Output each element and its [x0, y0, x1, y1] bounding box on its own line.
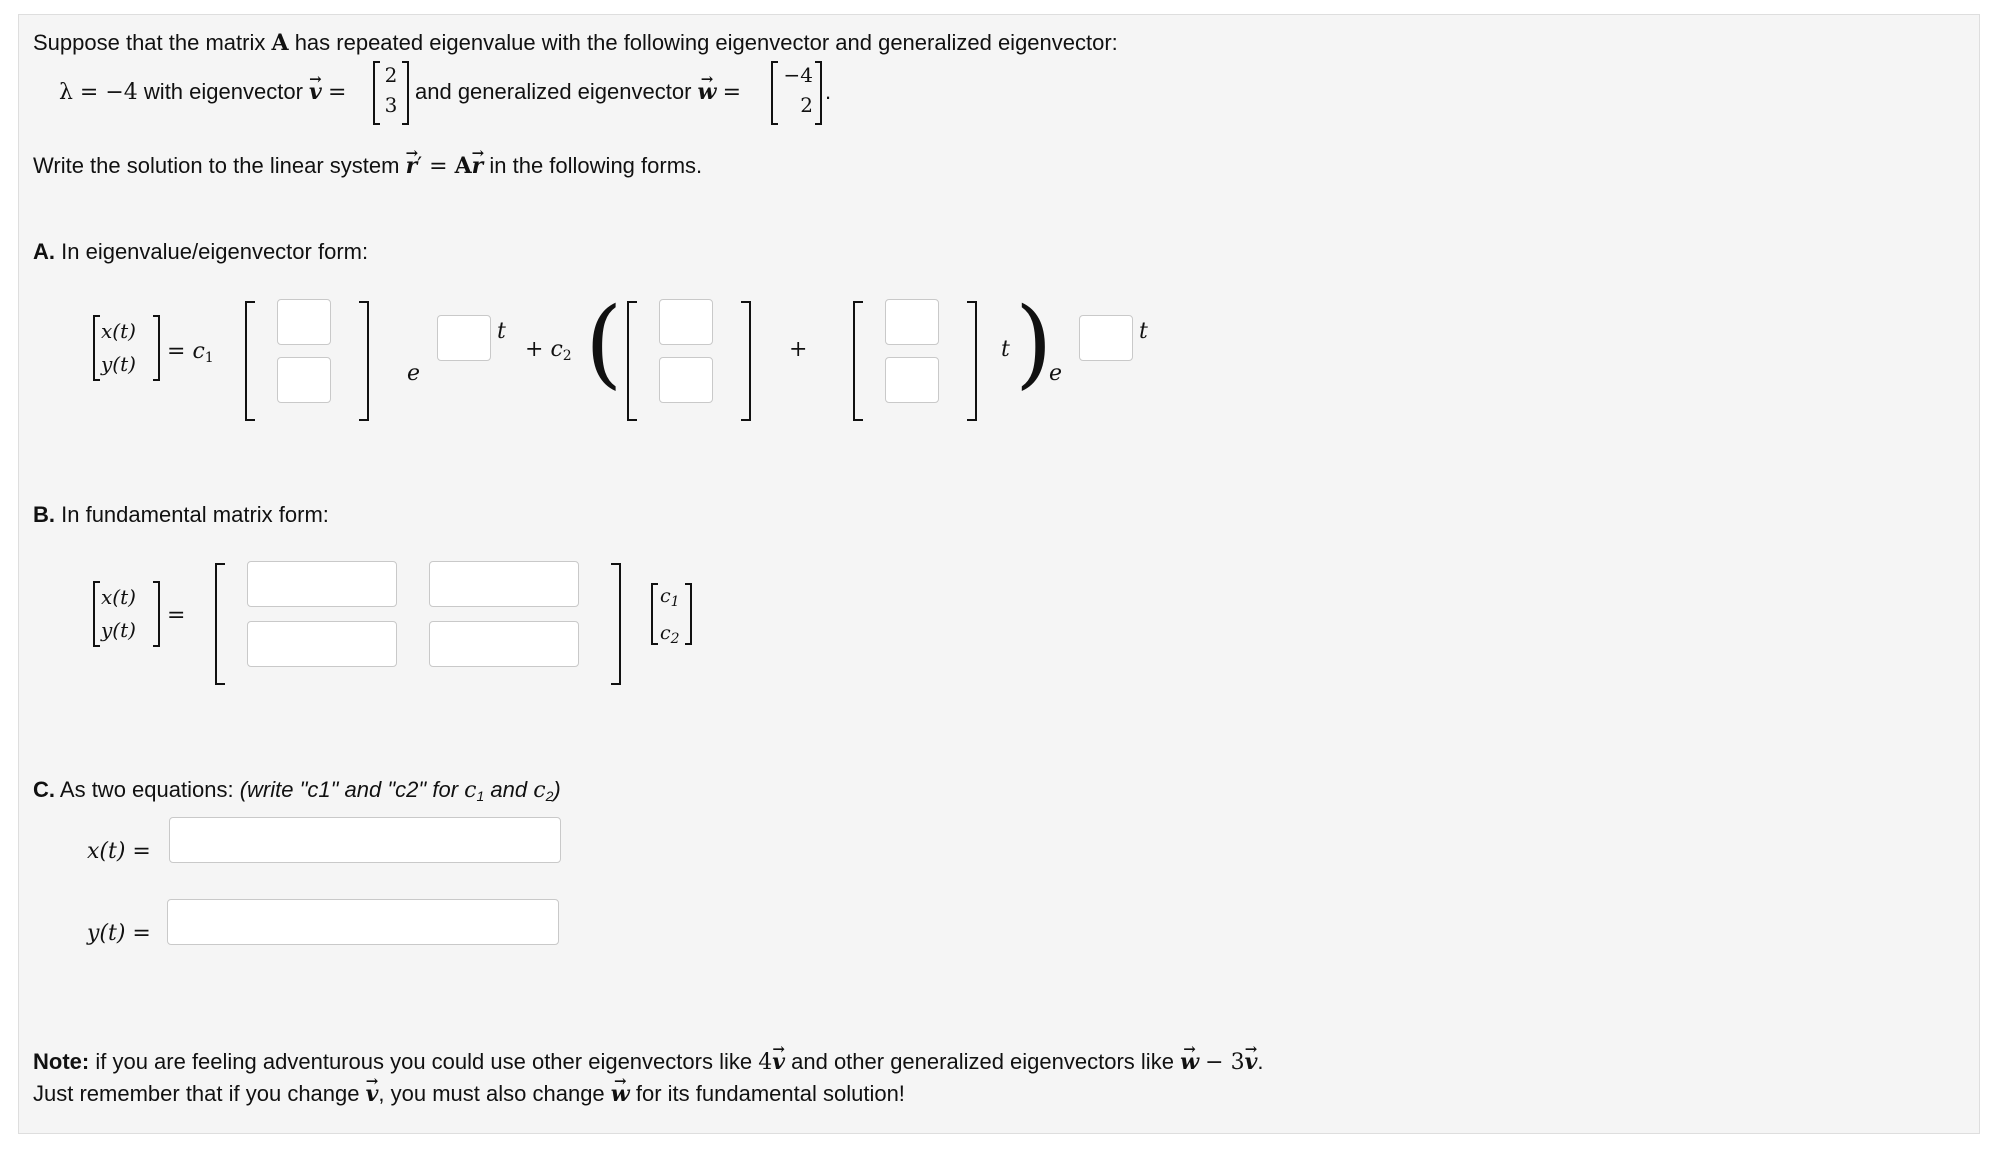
r-vector-symbol: → r	[406, 153, 418, 179]
instruction-pre: Write the solution to the linear system	[33, 153, 400, 178]
note-line2-v: → v	[366, 1081, 379, 1107]
section-a-letter: A.	[33, 239, 55, 264]
a-equals: =	[167, 339, 186, 364]
matrix-A: A	[271, 30, 289, 56]
b-equals: =	[167, 603, 186, 628]
note-v-symbol: → v	[772, 1049, 785, 1075]
b-matrix-r2c1-input[interactable]	[247, 621, 397, 667]
w-entry-1: −4	[783, 63, 813, 87]
hint-c2: c	[533, 778, 546, 803]
a-exp-t-1: t	[497, 319, 506, 344]
note-line-1	[33, 1049, 1264, 1076]
note-line2-mid: , you must also change	[378, 1081, 605, 1106]
b-matrix-r1c2-input[interactable]	[429, 561, 579, 607]
v-entries	[381, 60, 401, 120]
section-c-hint-text: (write "c1" and "c2" for	[239, 777, 459, 802]
a-exponent-2-input[interactable]	[1079, 315, 1133, 361]
a-xy-bracket-left	[93, 315, 100, 381]
b-matrix-r1c1-input[interactable]	[247, 561, 397, 607]
section-a-heading	[33, 239, 368, 265]
a-exp-e-1: e	[407, 361, 421, 386]
note-text-2: and other generalized eigenvectors like	[791, 1049, 1174, 1074]
a-close-paren: )	[1015, 287, 1053, 399]
a-c2: c	[550, 337, 563, 362]
note-line2-w: → w	[611, 1081, 630, 1107]
section-c-heading	[33, 777, 561, 809]
x-equation-label: x(t) =	[87, 839, 151, 864]
hint-c1: c	[464, 778, 477, 803]
a-open-paren: (	[585, 287, 623, 399]
section-c-text: As two equations:	[59, 777, 234, 802]
a-equals-c1	[167, 339, 214, 366]
a-vec2-entry-1-input[interactable]	[659, 299, 713, 345]
v-entry-2: 3	[384, 93, 398, 117]
a-vec2-entry-2-input[interactable]	[659, 357, 713, 403]
equals-sign: =	[327, 80, 347, 105]
y-equation-label: y(t) =	[87, 921, 151, 946]
section-c-hint	[240, 777, 561, 802]
a-vec1-bracket-right	[359, 301, 369, 421]
b-matrix-bracket-left	[215, 563, 225, 685]
eigenvalue-statement	[59, 79, 346, 106]
hint-and: and	[490, 777, 528, 802]
b-c-bracket-left	[651, 583, 658, 645]
a-vec3-entry-2-input[interactable]	[885, 357, 939, 403]
note-line-2	[33, 1081, 905, 1107]
b-c-vector	[660, 581, 680, 655]
a-vec2-bracket-right	[741, 301, 751, 421]
instruction-matrix-A: A	[454, 153, 472, 179]
a-t-multiplier: t	[1001, 337, 1010, 362]
x-equation-input[interactable]	[169, 817, 561, 863]
b-xy-vector	[101, 581, 136, 647]
v-vector-symbol: → v	[309, 79, 322, 105]
a-vec1-entry-1-input[interactable]	[277, 299, 331, 345]
a-c1-sub: 1	[204, 350, 214, 366]
a-vec1-entry-2-input[interactable]	[277, 357, 331, 403]
a-xy-vector	[101, 315, 136, 381]
intro-line-1	[33, 30, 1118, 56]
note-bold: Note:	[33, 1049, 90, 1074]
note-text-1: if you are feeling adventurous you could use other eigenvectors like	[95, 1049, 753, 1074]
r-vector-symbol-2: → r	[472, 153, 484, 179]
a-exp-e-2: e	[1049, 361, 1063, 386]
note-v-symbol-2: → v	[1245, 1049, 1258, 1075]
a-vec3-entry-1-input[interactable]	[885, 299, 939, 345]
and-generalized-text: and generalized eigenvector	[415, 79, 692, 104]
note-line2-pre: Just remember that if you change	[33, 1081, 360, 1106]
b-x-of-t: x(t)	[101, 585, 136, 609]
instruction-equals: =	[422, 154, 455, 179]
with-eigenvector-text: with eigenvector	[143, 79, 303, 104]
a-vec3-bracket-left	[853, 301, 863, 421]
section-b-text: In fundamental matrix form:	[61, 502, 329, 527]
section-a-text: In eigenvalue/eigenvector form:	[61, 239, 369, 264]
prime-mark: ′	[417, 154, 423, 179]
b-c2: c	[660, 622, 671, 644]
a-y-of-t: y(t)	[101, 352, 136, 376]
note-w-symbol: → w	[1180, 1049, 1199, 1075]
b-c1: c	[660, 585, 671, 607]
hint-close: )	[553, 777, 561, 802]
b-c2-sub: 2	[670, 631, 680, 647]
instruction	[33, 153, 702, 180]
eigenvalue-expr: λ = −4	[59, 80, 138, 105]
note-coef-4: 4	[758, 1050, 773, 1075]
b-c-bracket-right	[685, 583, 692, 645]
hint-c2-sub: 2	[545, 788, 554, 804]
v-bracket-left	[373, 61, 380, 125]
b-xy-bracket-left	[93, 581, 100, 647]
generalized-statement	[415, 79, 741, 106]
w-bracket-right	[815, 61, 822, 125]
section-b-heading	[33, 502, 329, 528]
intro-period: .	[825, 79, 832, 104]
w-entry-2: 2	[800, 93, 813, 117]
v-bracket-right	[402, 61, 409, 125]
a-plus-2: +	[789, 337, 808, 362]
b-y-of-t: y(t)	[101, 618, 136, 642]
note-period: .	[1257, 1049, 1264, 1074]
w-bracket-left	[771, 61, 778, 125]
a-plus-c2	[525, 337, 572, 364]
b-matrix-r2c2-input[interactable]	[429, 621, 579, 667]
a-xy-bracket-right	[153, 315, 160, 381]
intro-text-tail: has repeated eigenvalue with the following eigenvector and generalized eigenvector:	[294, 30, 1118, 55]
a-c1: c	[192, 339, 205, 364]
a-exponent-1-input[interactable]	[437, 315, 491, 361]
a-vec1-bracket-left	[245, 301, 255, 421]
equals-sign-2: =	[722, 80, 742, 105]
hint-c1-sub: 1	[476, 788, 485, 804]
a-plus: +	[525, 337, 544, 362]
intro-text: Suppose that the matrix	[33, 30, 266, 55]
w-entries	[779, 60, 813, 120]
b-c1-sub: 1	[670, 594, 680, 610]
a-exp-t-2: t	[1139, 319, 1148, 344]
b-xy-bracket-right	[153, 581, 160, 647]
section-c-letter: C.	[33, 777, 55, 802]
a-vec3-bracket-right	[967, 301, 977, 421]
note-line2-post: for its fundamental solution!	[635, 1081, 905, 1106]
y-equation-input[interactable]	[167, 899, 559, 945]
a-vec2-bracket-left	[627, 301, 637, 421]
note-minus-3: − 3	[1205, 1050, 1245, 1075]
instruction-post: in the following forms.	[489, 153, 703, 178]
problem-panel	[18, 14, 1980, 1134]
a-c2-sub: 2	[562, 348, 572, 364]
b-matrix-bracket-right	[611, 563, 621, 685]
a-x-of-t: x(t)	[101, 319, 136, 343]
section-b-letter: B.	[33, 502, 55, 527]
w-vector-symbol: → w	[698, 79, 717, 105]
v-entry-1: 2	[384, 63, 398, 87]
